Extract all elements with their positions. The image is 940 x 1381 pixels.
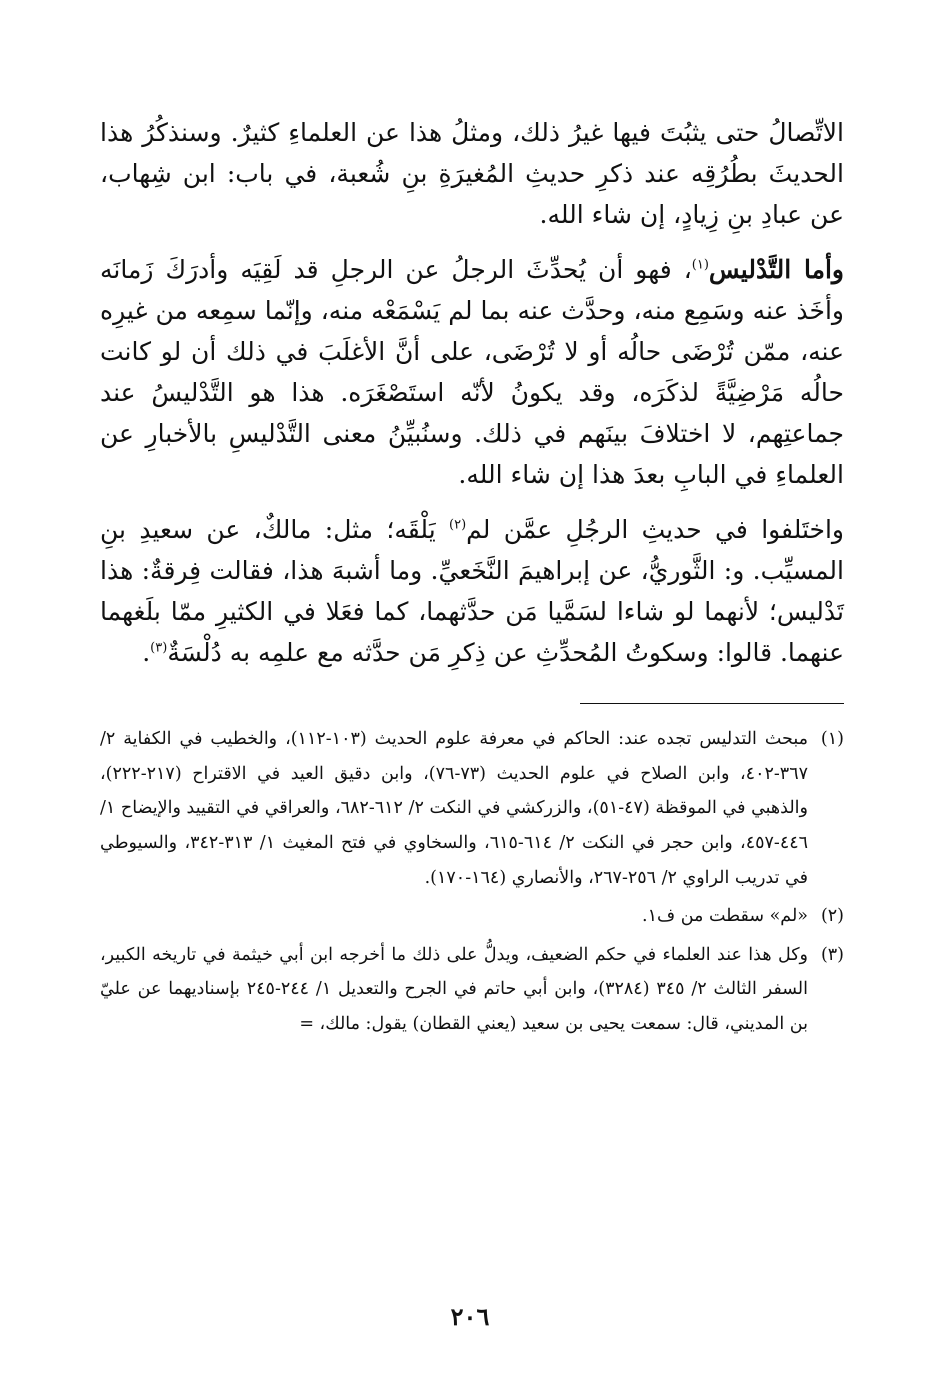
main-text [100, 112, 844, 673]
paragraph-1 [100, 112, 844, 235]
footnote-ref-2[interactable]: (٢) [449, 517, 467, 533]
footnote-separator [580, 703, 844, 704]
footnotes [100, 722, 844, 1042]
paragraph-1-text: الاتِّصالُ حتى يثبُتَ فيها غيرُ ذلك، ومثلُ هذا عن العلماءِ كثيرٌ. وسنذكُرُ هذا الحديثَ بطُرُقِه عند ذكرِ حديثِ المُغيرَةِ بنِ شُعبة، في باب: ابن شِهاب، عن عبادِ بنِ زِيادٍ، إن شاء الله. [100, 118, 844, 229]
footnote-1-number: (١) [820, 729, 844, 749]
paragraph-2-text: ، فهو أن يُحدِّثَ الرجلُ عن الرجلِ قد لَقِيَه وأدرَكَ زَمانَه وأخَذ عنه وسَمِع منه، وحدَّث عنه بما لم يَسْمَعْه منه، وإنّما سمِعه من غيرِه عنه، ممّن تُرْضَى حالُه أو لا تُرْضَى، على أنَّ الأغلَبَ في ذلك أن لو كانت حالُه مَرْضِيَّةً لذكَرَه، وقد يكونُ لأنّه استَصْغَرَه. هذا هو التَّدْليسُ عند جماعتِهم، لا اختلافَ بينَهم في ذلك. وسنُبيِّنُ معنى التَّدْليسِ بالأخبارِ عن العلماءِ في البابِ بعدَ هذا إن شاء الله. [100, 255, 844, 489]
paragraph-2 [100, 249, 844, 495]
paragraph-3 [100, 509, 844, 673]
tadlis-term: وأما التَّدْليس [708, 255, 844, 284]
footnote-2 [100, 899, 844, 934]
footnote-ref-3[interactable]: (٣) [150, 640, 168, 656]
footnote-1 [100, 722, 844, 895]
footnote-2-number: (٢) [820, 906, 844, 927]
paragraph-3-text-b: يَلْقَه؛ مثل: مالكٌ، عن سعيدِ بنِ المسيِّب. و: الثَّوريُّ، عن إبراهيمَ النَّخَعيِّ. وما أشبهَ هذا، فقالت فِرقةٌ: هذا تَدْليس؛ لأنهما لو شاءا لسَمَّيا مَن حدَّثهما، كما فعَلا في الكثيرِ ممّا بلَغهما عنهما. قالوا: وسكوتُ المُحدِّثِ عن ذِكرِ مَن حدَّثه مع علمِه به دُلْسَةٌ [100, 515, 844, 667]
footnote-3-number: (٣) [820, 944, 844, 965]
paragraph-3-end: . [142, 638, 151, 667]
footnote-3-text: وكل هذا عند العلماء في حكم الضعيف، ويدلُّ على ذلك ما أخرجه ابن أبي خيثمة في تاريخه الكبير، السفر الثالث ٢/ ٣٤٥ (٣٢٨٤)، وابن أبي حاتم في الجرح والتعديل ١/ ٢٤٤-٢٤٥ بإسناديهما عن عليّ بن المديني، قال: سمعت يحيى بن سعيد (يعني القطان) يقول: مالك، = [100, 944, 809, 1035]
footnote-ref-1[interactable]: (١) [691, 257, 709, 273]
paragraph-3-text-a: واختَلفوا في حديثِ الرجُلِ عمَّن لم [466, 515, 844, 544]
footnote-1-text: مبحث التدليس تجده عند: الحاكم في معرفة علوم الحديث (١٠٣-١١٢)، والخطيب في الكفاية ٢/ ٣٦٧-٤٠٢، وابن الصلاح في علوم الحديث (٧٣-٧٦)، وابن دقيق العيد في الاقتراح (٢١٧-٢٢٢)، والذهبي في الموقظة (٤٧-٥١)، والزركشي في النكت ٢/ ٦١٢-٦٨٢، والعراقي في التقييد والإيضاح ١/ ٤٤٦-٤٥٧، وابن حجر في النكت ٢/ ٦١٤-٦١٥، والسخاوي في فتح المغيث ١/ ٣١٣-٣٤٢، والسيوطي في تدريب الراوي ٢/ ٢٥٦-٢٦٧، والأنصاري (١٦٤-١٧٠). [100, 729, 809, 888]
page-content [100, 112, 844, 1381]
footnote-2-text: «لم» سقطت من ف١. [642, 906, 808, 927]
page-number: ٢٠٦ [450, 1302, 490, 1331]
footnote-3 [100, 938, 844, 1042]
